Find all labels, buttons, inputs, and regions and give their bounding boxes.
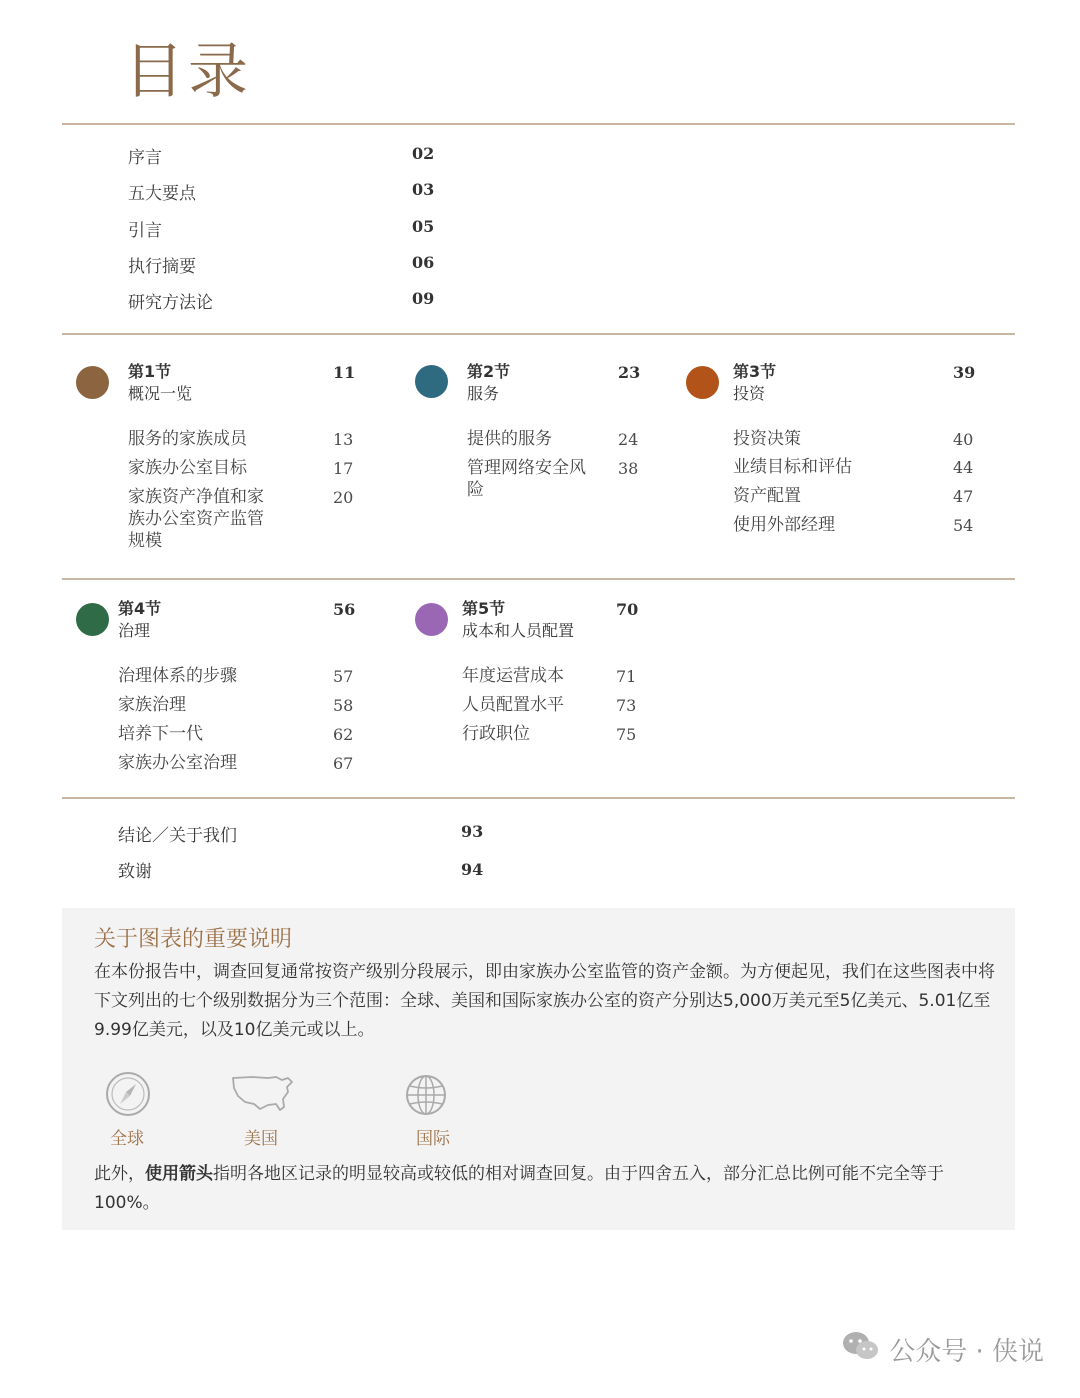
toc-page-number: 54 xyxy=(953,516,974,535)
divider xyxy=(62,123,1015,125)
section-3-color-dot xyxy=(686,366,719,399)
page-title: 目录 xyxy=(124,37,252,107)
section-name: 投资 xyxy=(733,384,766,403)
toc-item-preface[interactable]: 序言 xyxy=(128,148,162,168)
section-3-heading[interactable] xyxy=(733,361,776,405)
toc-item-executive-summary[interactable]: 执行摘要 xyxy=(128,257,196,277)
toc-subitem[interactable]: 管理网络安全风险 xyxy=(467,458,586,500)
toc-page-number: 67 xyxy=(333,754,354,773)
section-page-number: 11 xyxy=(333,363,356,382)
note-bold-text: 使用箭头 xyxy=(145,1164,213,1184)
toc-subitem[interactable]: 家族办公室目标 xyxy=(128,458,247,478)
toc-page-number: 62 xyxy=(333,725,354,744)
chart-note-heading: 关于图表的重要说明 xyxy=(94,927,293,952)
toc-page-number: 47 xyxy=(953,487,974,506)
toc-page-number: 38 xyxy=(618,459,639,478)
toc-subitem[interactable]: 人员配置水平 xyxy=(462,695,564,715)
toc-subitem[interactable]: 提供的服务 xyxy=(467,429,552,449)
section-1-heading[interactable] xyxy=(128,361,192,405)
toc-subitem[interactable]: 年度运营成本 xyxy=(462,666,564,686)
toc-page-number: 02 xyxy=(412,144,435,163)
toc-subitem[interactable]: 服务的家族成员 xyxy=(128,429,247,449)
note-text: 此外， xyxy=(94,1164,145,1184)
toc-subitem[interactable]: 治理体系的步骤 xyxy=(118,666,237,686)
usa-label: 美国 xyxy=(244,1129,278,1149)
toc-item-key-points[interactable]: 五大要点 xyxy=(128,184,196,204)
toc-subitem[interactable]: 家族办公室治理 xyxy=(118,753,237,773)
section-page-number: 70 xyxy=(616,600,639,619)
toc-page-number: 05 xyxy=(412,217,435,236)
section-name: 服务 xyxy=(467,384,500,403)
section-page-number: 56 xyxy=(333,600,356,619)
section-1-color-dot xyxy=(76,366,109,399)
toc-page-number: 03 xyxy=(412,180,435,199)
section-number: 第2节 xyxy=(467,362,511,381)
section-page-number: 23 xyxy=(618,363,641,382)
section-4-color-dot xyxy=(76,603,109,636)
toc-page-number: 40 xyxy=(953,430,974,449)
section-name: 成本和人员配置 xyxy=(462,621,575,640)
divider xyxy=(62,797,1015,799)
section-5-heading[interactable] xyxy=(462,598,574,642)
toc-subitem[interactable]: 使用外部经理 xyxy=(733,515,835,535)
toc-item-introduction[interactable]: 引言 xyxy=(128,221,162,241)
toc-page-number: 06 xyxy=(412,253,435,272)
toc-item-acknowledgements[interactable]: 致谢 xyxy=(118,862,152,882)
toc-page-number: 17 xyxy=(333,459,354,478)
chart-note-paragraph: 在本份报告中，调查回复通常按资产级别分段展示，即由家族办公室监管的资产金额。为方便起见，我们在这些图表中将下文列出的七个级别数据分为三个范围：全球、美国和国际家族办公室的资产分别达5,000万美元至5亿美元、5.01亿至9.99亿美元，以及10亿美元或以上。 xyxy=(94,962,995,1040)
toc-subitem[interactable]: 家族资产净值和家族办公室资产监管规模 xyxy=(128,487,264,551)
toc-page-number: 20 xyxy=(333,488,354,507)
toc-item-conclusion[interactable]: 结论／关于我们 xyxy=(118,826,237,846)
toc-page-number: 58 xyxy=(333,696,354,715)
toc-subitem[interactable]: 行政职位 xyxy=(462,724,530,744)
toc-page-number: 75 xyxy=(616,725,637,744)
watermark-text: 公众号 · 侠说 xyxy=(889,1337,1044,1367)
toc-page-number: 94 xyxy=(461,860,484,879)
divider xyxy=(62,333,1015,335)
toc-subitem[interactable]: 投资决策 xyxy=(733,429,801,449)
toc-page-number: 73 xyxy=(616,696,637,715)
section-name: 治理 xyxy=(118,621,151,640)
watermark xyxy=(841,1329,1044,1370)
section-5-color-dot xyxy=(415,603,448,636)
toc-page-number: 93 xyxy=(461,822,484,841)
toc-page-number: 71 xyxy=(616,667,637,686)
section-number: 第5节 xyxy=(462,599,506,618)
divider xyxy=(62,578,1015,580)
toc-subitem[interactable]: 培养下一代 xyxy=(118,724,203,744)
toc-page-number: 57 xyxy=(333,667,354,686)
compass-icon xyxy=(104,1070,152,1122)
section-2-color-dot xyxy=(415,365,448,398)
wechat-icon xyxy=(841,1329,881,1370)
note-text: 指明各地区记录的明显较高或较低的相对调查回复。由于四舍五入，部分汇总比例可能不完全等于100%。 xyxy=(94,1164,944,1213)
toc-page-number: 09 xyxy=(412,289,435,308)
global-label: 全球 xyxy=(110,1129,144,1149)
toc-item-methodology[interactable]: 研究方法论 xyxy=(128,293,213,313)
section-page-number: 39 xyxy=(953,363,976,382)
toc-subitem[interactable]: 资产配置 xyxy=(733,486,801,506)
usa-map-icon xyxy=(230,1074,294,1118)
chart-note-paragraph-arrows xyxy=(94,1160,1000,1218)
toc-subitem[interactable]: 家族治理 xyxy=(118,695,186,715)
section-number: 第3节 xyxy=(733,362,777,381)
international-label: 国际 xyxy=(416,1129,450,1149)
section-number: 第1节 xyxy=(128,362,172,381)
toc-page-number: 13 xyxy=(333,430,354,449)
section-4-heading[interactable] xyxy=(118,598,161,642)
toc-page-number: 44 xyxy=(953,458,974,477)
toc-subitem[interactable]: 业绩目标和评估 xyxy=(733,457,852,477)
section-name: 概况一览 xyxy=(128,384,193,403)
section-2-heading[interactable] xyxy=(467,361,510,405)
section-number: 第4节 xyxy=(118,599,162,618)
toc-page-number: 24 xyxy=(618,430,639,449)
globe-icon xyxy=(404,1073,448,1121)
